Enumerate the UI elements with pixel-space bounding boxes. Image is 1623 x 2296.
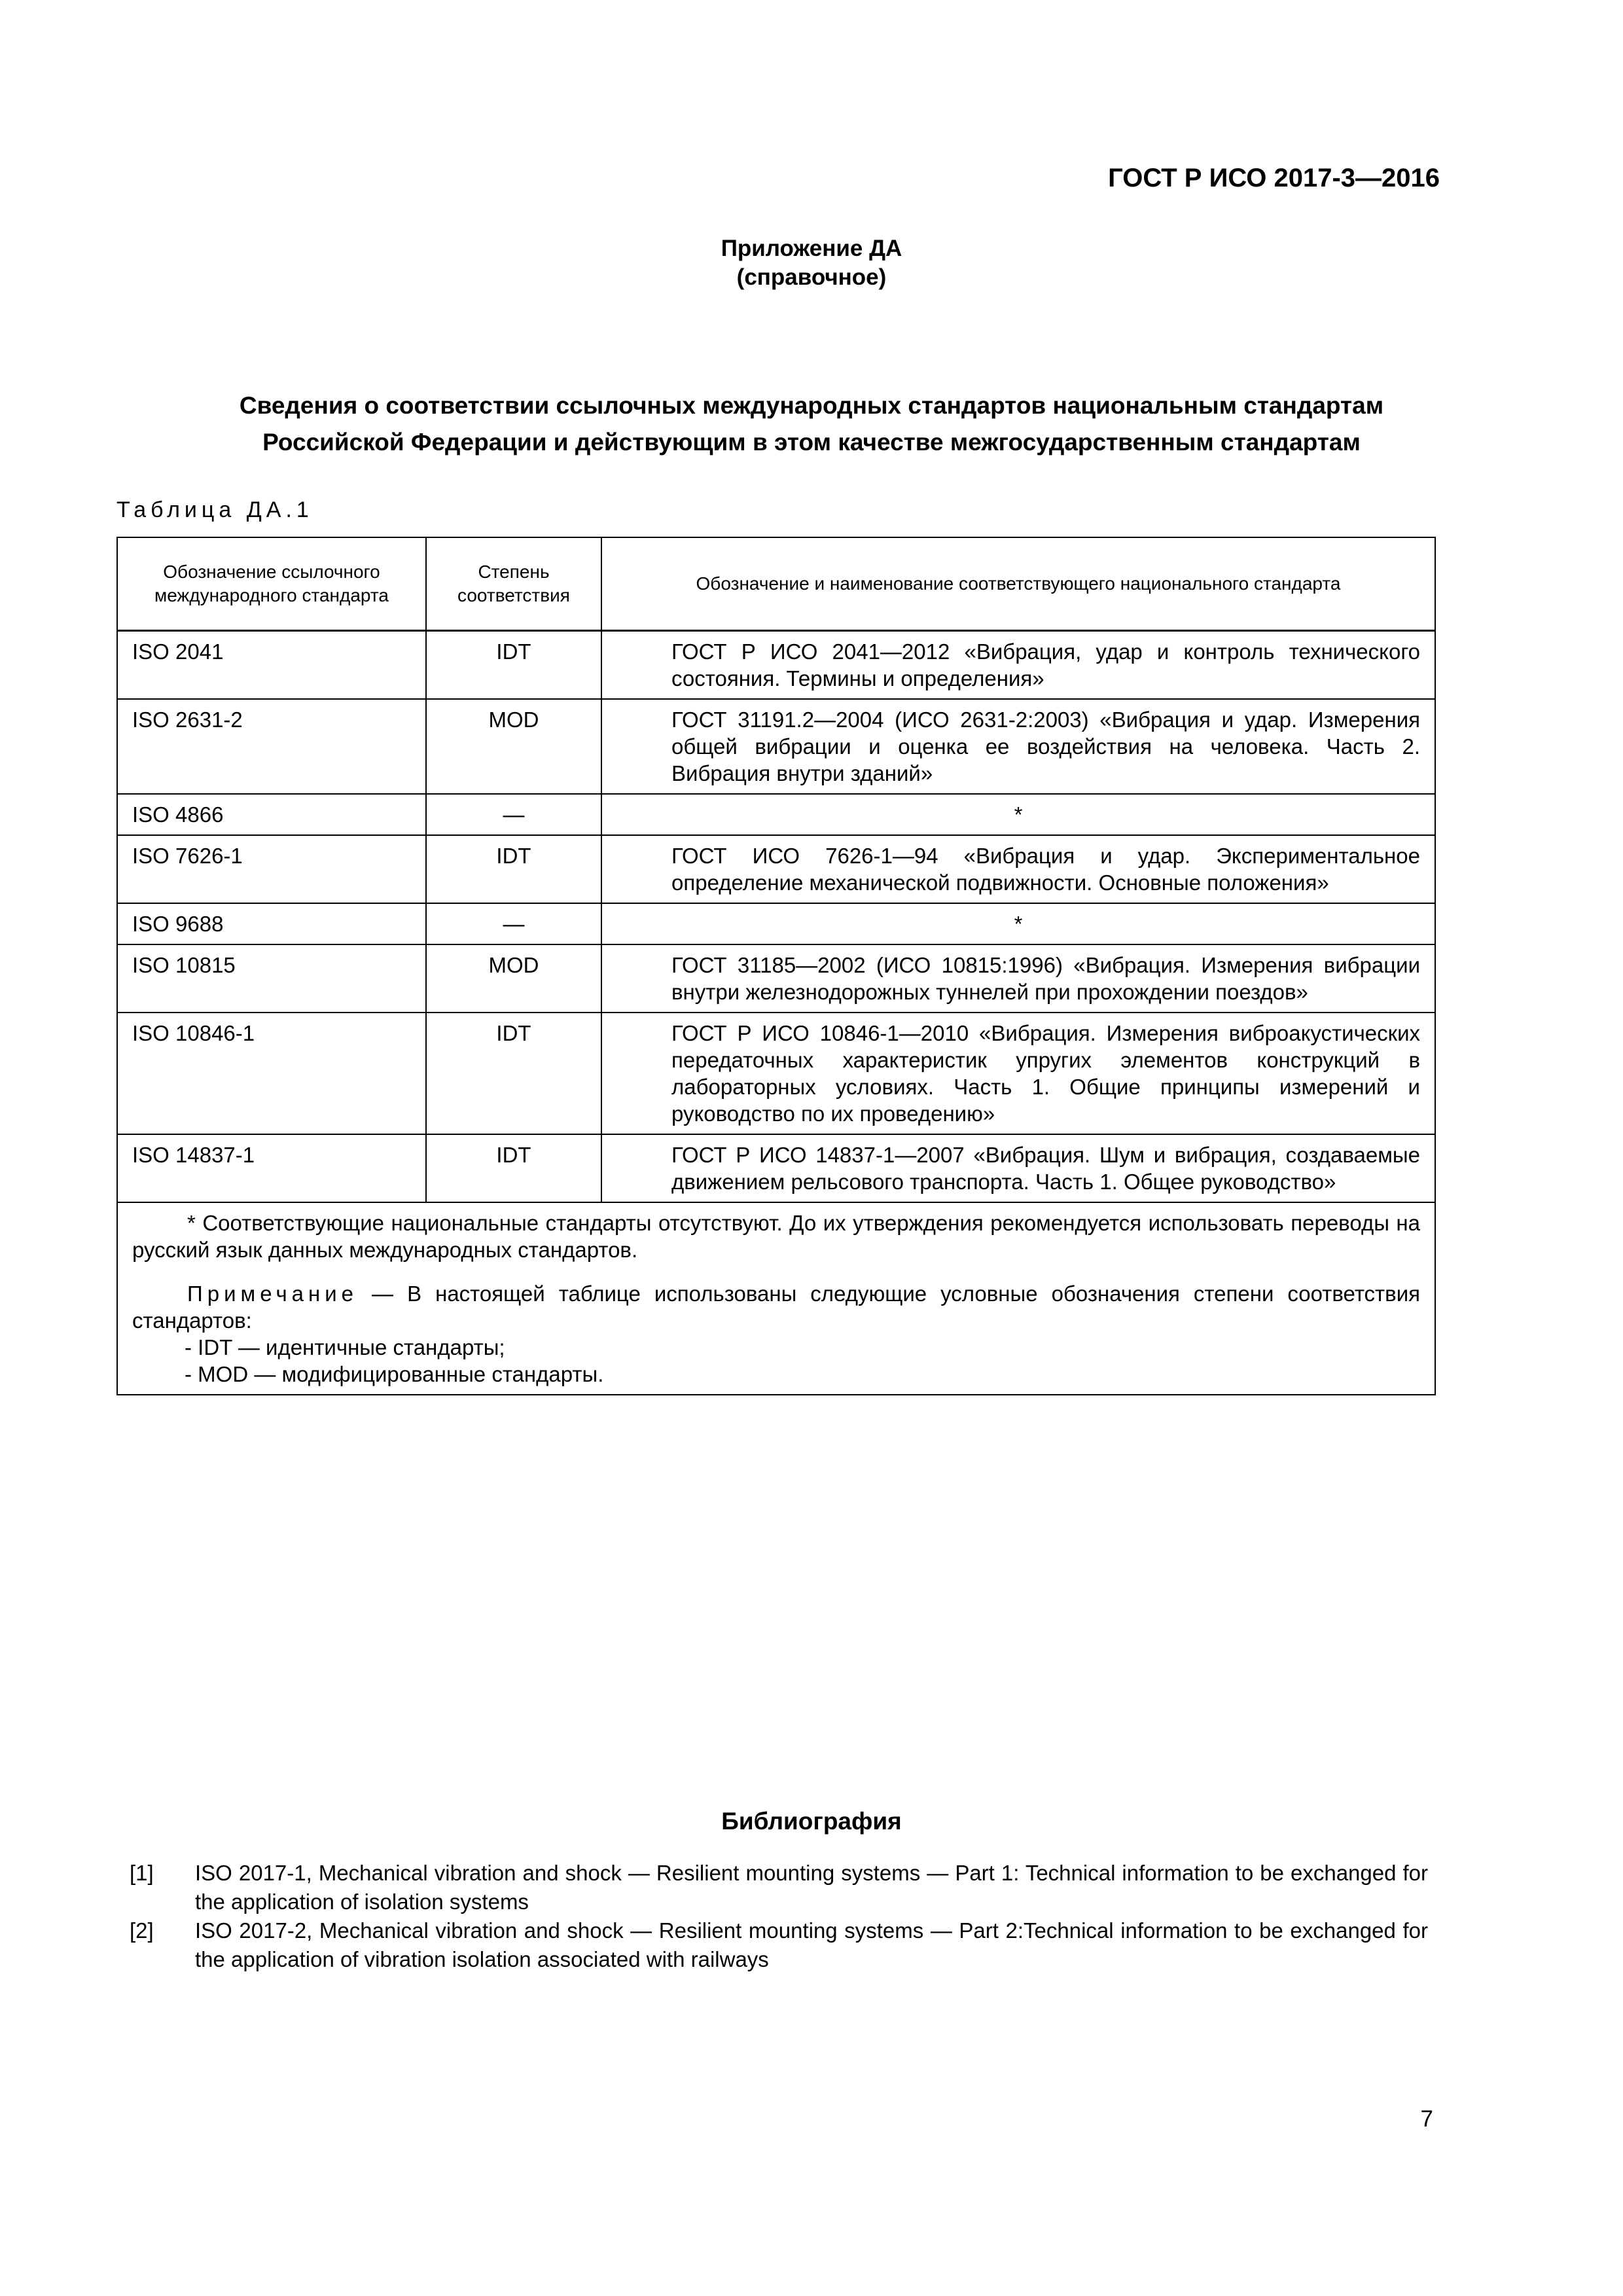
note-item-mod: - MOD — модифицированные стандарты.: [185, 1362, 604, 1386]
iso-cell: ISO 10815: [117, 944, 426, 1013]
national-cell: [601, 1134, 1435, 1202]
table-row: [117, 699, 1435, 794]
table-row: [117, 903, 1435, 944]
bibliography-item: [130, 1859, 1428, 1916]
header-national-standard: Обозначение и наименование соответствующего национального стандарта: [601, 537, 1435, 631]
national-cell: *: [601, 903, 1435, 944]
degree-cell: IDT: [426, 835, 601, 903]
iso-cell: ISO 7626-1: [117, 835, 426, 903]
table-footnote: * Соответствующие национальные стандарты отсутствуют. До их утверждения рекомендуется использовать переводы на русский язык данных международных стандартов.: [132, 1211, 1420, 1262]
table-note: [132, 1280, 1420, 1334]
degree-cell: —: [426, 794, 601, 835]
iso-cell: ISO 14837-1: [117, 1134, 426, 1202]
table-row: [117, 835, 1435, 903]
bibliography-item-text: ISO 2017-1, Mechanical vibration and shock — Resilient mounting systems — Part 1: Technical information to be exchanged for the application of isolation systems: [195, 1861, 1428, 1914]
document-code: ГОСТ Р ИСО 2017-3—2016: [1108, 164, 1440, 192]
section-title-line-1: Сведения о соответствии ссылочных международных стандартов национальным стандартам: [239, 392, 1384, 419]
table-footer-row: [117, 1202, 1435, 1395]
national-cell: [601, 944, 1435, 1013]
page-number: 7: [1420, 2106, 1433, 2132]
section-title: [0, 387, 1623, 461]
bibliography-title: Библиография: [721, 1808, 902, 1835]
header-degree: Степень соответствия: [426, 537, 601, 631]
national-cell: [601, 631, 1435, 700]
national-text: ГОСТ Р ИСО 10846-1—2010 «Вибрация. Измерения виброакустических передаточных характеристик упругих элементов конструкций в лабораторных условиях. Часть 1. Общие принципы измерений и руководство по их проведению»: [671, 1021, 1420, 1126]
degree-cell: —: [426, 903, 601, 944]
iso-cell: ISO 10846-1: [117, 1013, 426, 1134]
iso-cell: ISO 2041: [117, 631, 426, 700]
table-header-row: [117, 537, 1435, 631]
table-row: [117, 1013, 1435, 1134]
degree-cell: IDT: [426, 631, 601, 700]
note-text: — В настоящей таблице использованы следующие условные обозначения степени соответствия стандартов:: [132, 1282, 1421, 1333]
table-row: [117, 944, 1435, 1013]
table-row: [117, 1134, 1435, 1202]
national-cell: [601, 835, 1435, 903]
bibliography-item: [130, 1916, 1428, 1974]
bibliography-item-number: [2]: [130, 1918, 154, 1943]
iso-cell: ISO 9688: [117, 903, 426, 944]
degree-cell: IDT: [426, 1134, 601, 1202]
national-cell: [601, 1013, 1435, 1134]
degree-cell: MOD: [426, 699, 601, 794]
appendix-subtitle: (справочное): [736, 264, 887, 290]
appendix-heading: [0, 234, 1623, 292]
national-text: ГОСТ 31191.2—2004 (ИСО 2631-2:2003) «Вибрация и удар. Измерения общей вибрации и оценка ее воздействия на человека. Часть 2. Вибрация внутри зданий»: [671, 708, 1420, 785]
national-text: ГОСТ Р ИСО 14837-1—2007 «Вибрация. Шум и вибрация, создаваемые движением рельсового транспорта. Часть 1. Общее руководство»: [671, 1143, 1420, 1194]
bibliography-item-text: ISO 2017-2, Mechanical vibration and shock — Resilient mounting systems — Part 2:Technical information to be exchanged for the application of vibration isolation associated with railways: [195, 1918, 1428, 1971]
table-caption: Таблица ДА.1: [116, 497, 313, 522]
table-row: [117, 794, 1435, 835]
table-footer: [117, 1202, 1435, 1395]
bibliography-item-number: [1]: [130, 1861, 154, 1885]
national-text: ГОСТ Р ИСО 2041—2012 «Вибрация, удар и контроль технического состояния. Термины и определения»: [671, 639, 1420, 691]
appendix-title: Приложение ДА: [721, 236, 902, 261]
national-text: ГОСТ 31185—2002 (ИСО 10815:1996) «Вибрация. Измерения вибрации внутри железнодорожных туннелей при прохождении поездов»: [671, 953, 1420, 1004]
note-label: Примечание: [187, 1282, 359, 1306]
iso-cell: ISO 4866: [117, 794, 426, 835]
header-iso-designation: Обозначение ссылочного международного стандарта: [117, 537, 426, 631]
iso-cell: ISO 2631-2: [117, 699, 426, 794]
degree-cell: IDT: [426, 1013, 601, 1134]
correspondence-table: [116, 537, 1436, 1395]
section-title-line-2: Российской Федерации и действующим в этом качестве межгосударственным стандартам: [262, 429, 1361, 456]
degree-cell: MOD: [426, 944, 601, 1013]
national-text: ГОСТ ИСО 7626-1—94 «Вибрация и удар. Экспериментальное определение механической подвижности. Основные положения»: [671, 844, 1420, 895]
note-item-idt: - IDT — идентичные стандарты;: [185, 1335, 505, 1359]
national-cell: *: [601, 794, 1435, 835]
national-cell: [601, 699, 1435, 794]
table-row: [117, 631, 1435, 700]
